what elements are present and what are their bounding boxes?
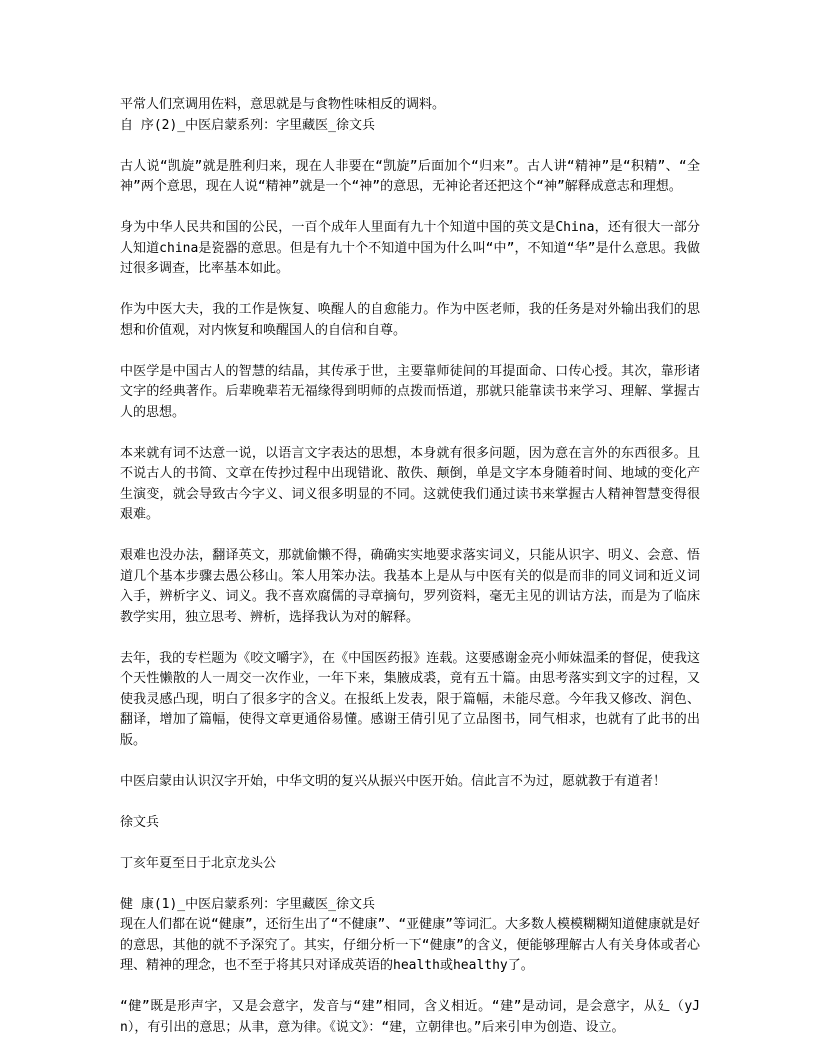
paragraph-difficulty: 艰难也没办法，翻译英文，那就偷懒不得，确确实实地要求落实词义，只能从识字、明义、会意、悟道几个基本步骤去愚公移山。笨人用笨办法。我基本上是从与中医有关的似是而非的同义词和近义词入手，辨析字义、词义。我不喜欢腐儒的寻章摘句，罗列资料，毫无主见的训诂方法，而是为了临床教学实用，独立思考、辨析，选择我认为对的解释。 xyxy=(120,548,700,625)
paragraph-gap xyxy=(120,874,700,895)
text-line-seasoning: 平常人们烹调用佐料，意思就是与食物性味相反的调料。 xyxy=(120,97,446,112)
paragraph-enlightenment: 中医启蒙由认识汉字开始，中华文明的复兴从振兴中医开始。信此言不为过，愿就教于有道者！ xyxy=(120,773,667,789)
paragraph-gap xyxy=(120,341,700,362)
section-heading-preface: 自 序(2)_中医启蒙系列：字里藏医_徐文兵 xyxy=(120,117,375,133)
paragraph-gap xyxy=(120,423,700,444)
paragraph-gap xyxy=(120,977,700,998)
paragraph-china-meaning: 身为中华人民共和国的公民，一百个成年人里面有九十个知道中国的英文是China，还有很大一部分人知道china是瓷器的意思。但是有九十个不知道中国为什么叫“中”，不知道“华”是什么意思。我做过很多调查，比率基本如此。 xyxy=(120,220,700,276)
paragraph-gap xyxy=(120,751,700,772)
paragraph-column-history: 去年，我的专栏题为《咬文嚼字》，在《中国医药报》连载。这要感谢金亮小师妹温柔的督促，使我这个天性懒散的人一周交一次作业，一年下来，集腋成裘，竟有五十篇。由思考落实到文字的过程，又使我灵感凸现，明白了很多字的含义。在报纸上发表，限于篇幅，未能尽意。今年我又修改、润色、翻译，增加了篇幅，使得文章更通俗易懂。感谢王倩引见了立品图书，同气相求，也就有了此书的出版。 xyxy=(120,650,700,748)
paragraph-gap xyxy=(120,526,700,547)
paragraph-jian-character: “健”既是形声字，又是会意字，发音与“建”相同，含义相近。“建”是动词，是会意字，从廴（yJn），有引出的意思；从聿，意为律。《说文》：“建，立朝律也。”后来引申为创造、设立。 xyxy=(120,999,700,1035)
paragraph-tcm-wisdom: 中医学是中国古人的智慧的结晶，其传承于世，主要靠师徒间的耳提面命、口传心授。其次，靠形诸文字的经典著作。后辈晚辈若无福缘得到明师的点拨而悟道，那就只能靠读书来学习、理解、掌握古人的思想。 xyxy=(120,363,700,420)
paragraph-gap xyxy=(120,833,700,854)
paragraph-health-intro: 现在人们都在说“健康”，还衍生出了“不健康”、“亚健康”等词汇。大多数人模模糊糊知道健康就是好的意思，其他的就不予深究了。其实，仔细分析一下“健康”的含义，便能够理解古人有关身体或者心理、精神的理念，也不至于将其只对译成英语的health或healthy了。 xyxy=(120,917,700,973)
paragraph-gap xyxy=(120,198,700,219)
paragraph-doctor-role: 作为中医大夫，我的工作是恢复、唤醒人的自愈能力。作为中医老师，我的任务是对外输出我们的思想和价值观，对内恢复和唤醒国人的自信和自尊。 xyxy=(120,302,700,338)
paragraph-gap xyxy=(120,628,700,649)
paragraph-kaixuan-jingshen: 古人说“凯旋”就是胜利归来，现在人非要在“凯旋”后面加个“归来”。古人讲“精神”是“积精”、“全神”两个意思，现在人说“精神”就是一个“神”的意思，无神论者还把这个“神”解释成意志和理想。 xyxy=(120,158,700,194)
section-heading-health: 健 康(1)_中医启蒙系列：字里藏医_徐文兵 xyxy=(120,896,375,912)
author-signature: 徐文兵 xyxy=(120,814,160,830)
paragraph-gap xyxy=(120,792,700,813)
paragraph-gap xyxy=(120,280,700,301)
paragraph-words-meaning: 本来就有词不达意一说，以语言文字表达的思想，本身就有很多问题，因为意在言外的东西很多。且不说古人的书简、文章在传抄过程中出现错讹、散佚、颠倒，单是文字本身随着时间、地域的变化产生演变，就会导致古今字义、词义很多明显的不同。这就使我们通过读书来掌握古人精神智慧变得很艰难。 xyxy=(120,445,700,522)
document-page xyxy=(120,95,700,1038)
dateline: 丁亥年夏至日于北京龙头公 xyxy=(120,855,277,871)
paragraph-gap xyxy=(120,136,700,157)
